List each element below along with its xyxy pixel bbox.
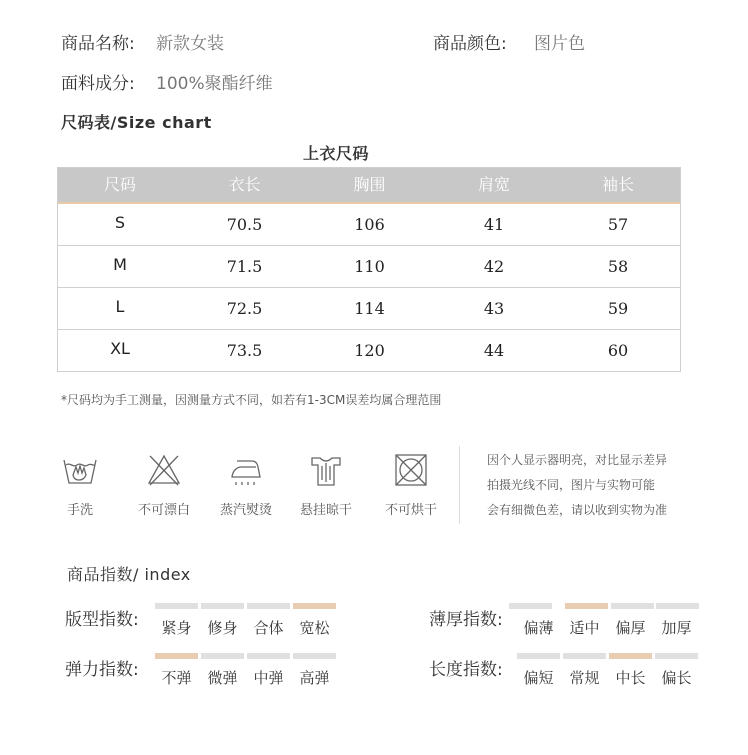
disclaimer-line: 会有细微色差，请以收到实物为准 [487,503,668,517]
elasticity-option: 中弹 [253,669,284,687]
elasticity-bar [247,653,290,659]
hand-wash-icon [62,453,98,487]
cell-shoulder: 42 [483,257,505,276]
product-name-label: 商品名称: [61,34,135,54]
header-bust: 胸围 [353,175,386,194]
length-index-label: 长度指数: [429,660,503,680]
thickness-option: 偏厚 [615,619,646,637]
elasticity-index-label: 弹力指数: [65,660,139,680]
table-row [58,245,680,287]
cell-size: S [114,213,126,232]
fit-bar [247,603,290,609]
care-label: 手洗 [66,503,93,518]
cell-size: L [115,297,125,316]
thickness-bar [509,603,552,609]
index-title: 商品指数/ index [67,565,191,584]
product-color-value: 图片色 [534,34,585,54]
length-option: 偏短 [523,669,554,687]
length-bar [655,653,698,659]
table-row [58,287,680,329]
cell-size: XL [110,339,130,358]
fit-bar [155,603,198,609]
product-color-label: 商品颜色: [433,34,507,54]
care-item-no-tumble-dry [376,453,446,518]
elasticity-bar [155,653,198,659]
cell-sleeve: 60 [607,341,629,360]
thickness-index-label: 薄厚指数: [429,610,503,630]
measurement-note: *尺码均为手工测量，因测量方式不同，如若有1-3CM误差均属合理范围 [61,393,442,407]
cell-sleeve: 58 [607,257,629,276]
thickness-option: 适中 [569,619,600,637]
thickness-bar [611,603,654,609]
care-item-steam-iron [211,453,281,518]
fit-bar [201,603,244,609]
fit-option: 宽松 [299,619,330,637]
table-row [58,329,680,371]
size-chart-title: 尺码表/Size chart [61,113,212,132]
table-title: 上衣尺码 [303,144,370,163]
fit-option: 修身 [207,619,238,637]
steam-iron-icon [228,453,264,487]
thickness-bar [565,603,608,609]
care-label: 不可漂白 [137,503,190,518]
length-bar [517,653,560,659]
header-sleeve: 袖长 [601,175,634,194]
elasticity-option: 不弹 [161,669,192,687]
fabric-label: 面料成分: [61,74,135,94]
elasticity-bar [201,653,244,659]
elasticity-bar [293,653,336,659]
fit-index-label: 版型指数: [65,610,139,630]
length-option: 常规 [569,669,600,687]
cell-bust: 106 [354,215,385,234]
cell-length: 72.5 [226,299,263,318]
cell-length: 73.5 [226,341,263,360]
table-row [58,204,680,245]
disclaimer-line: 拍摄光线不同，图片与实物可能 [487,478,656,492]
fabric-value: 100%聚酯纤维 [156,74,273,94]
thickness-option: 加厚 [661,619,692,637]
care-item-no-bleach [129,453,199,518]
fit-option: 紧身 [161,619,192,637]
no-bleach-icon [146,453,182,487]
cell-sleeve: 57 [607,215,629,234]
elasticity-option: 微弹 [207,669,238,687]
care-item-hang-dry [291,453,361,518]
care-item-hand-wash [45,453,115,518]
table-header [58,168,680,204]
length-option: 中长 [615,669,646,687]
cell-shoulder: 44 [483,341,505,360]
disclaimer-line: 因个人显示器明亮，对比显示差异 [487,453,668,467]
fit-bar [293,603,336,609]
header-length: 衣长 [228,175,261,194]
care-label: 悬挂晾干 [299,503,352,518]
hang-dry-icon [308,453,344,487]
length-option: 偏长 [661,669,692,687]
cell-shoulder: 41 [483,215,505,234]
header-size: 尺码 [103,175,136,194]
cell-sleeve: 59 [607,299,629,318]
care-label: 不可烘干 [384,503,437,518]
cell-bust: 110 [354,257,385,276]
header-shoulder: 肩宽 [477,175,510,194]
elasticity-option: 高弹 [299,669,330,687]
cell-length: 71.5 [226,257,263,276]
cell-bust: 120 [354,341,385,360]
cell-bust: 114 [354,299,385,318]
divider [459,446,460,524]
length-bar [563,653,606,659]
fit-option: 合体 [253,619,284,637]
no-tumble-dry-icon [393,453,429,487]
thickness-option: 偏薄 [523,619,554,637]
cell-size: M [113,255,127,274]
care-label: 蒸汽熨烫 [219,503,272,518]
thickness-bar [656,603,699,609]
length-bar [609,653,652,659]
cell-shoulder: 43 [483,299,505,318]
product-name-value: 新款女装 [156,34,224,54]
size-table [57,167,681,372]
cell-length: 70.5 [226,215,263,234]
